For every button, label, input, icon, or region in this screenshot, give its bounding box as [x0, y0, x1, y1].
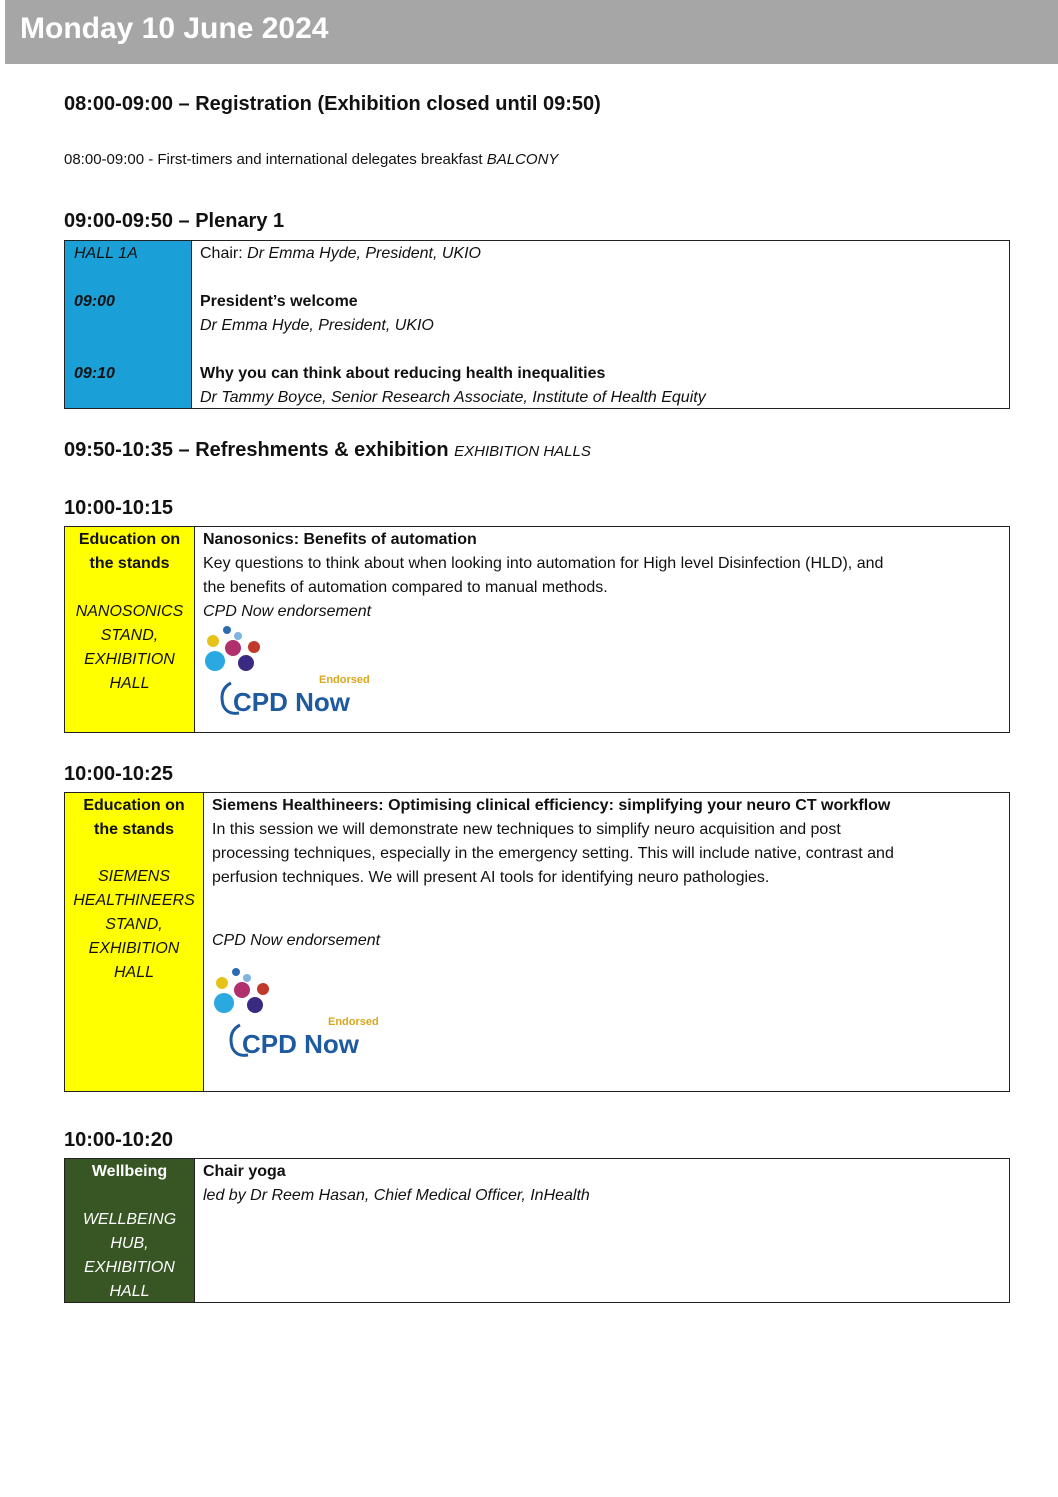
session-description-line: the benefits of automation compared to manual methods. — [203, 579, 608, 596]
plenary-item-speaker-2: Dr Tammy Boyce, Senior Research Associate, Institute of Health Equity — [200, 389, 706, 406]
session-location-line: STAND, — [100, 627, 159, 644]
page-title: Monday 10 June 2024 — [20, 12, 329, 45]
session-title: Siemens Healthineers: Optimising clinical efficiency: simplifying your neuro CT workflow — [212, 797, 891, 814]
cpd-now-logo — [201, 623, 370, 719]
session-location-line: HALL — [113, 964, 155, 981]
session-location-line: HALL — [109, 1283, 150, 1300]
plenary-chair — [200, 242, 481, 266]
session-endorsement: CPD Now endorsement — [212, 932, 381, 949]
session-left-cell — [65, 1159, 195, 1302]
session-location-line: SIEMENS — [97, 868, 170, 885]
chair-label: Chair: — [200, 245, 243, 262]
session-description-line: In this session we will demonstrate new techniques to simplify neuro acquisition and post — [212, 821, 841, 838]
session-table — [64, 1158, 1010, 1303]
session-location-line: EXHIBITION — [84, 651, 175, 668]
plenary-time-2: 09:10 — [74, 365, 115, 382]
session-location-line: HALL — [109, 675, 150, 692]
session-location-line: EXHIBITION — [88, 940, 180, 957]
chair-name: Dr Emma Hyde, President, UKIO — [247, 245, 481, 262]
breakfast-location: BALCONY — [486, 151, 559, 168]
session-description-line: perfusion techniques. We will present AI tools for identifying neuro pathologies. — [212, 869, 770, 886]
session-endorsement: CPD Now endorsement — [203, 603, 372, 620]
session-time: 10:00-10:20 — [64, 1129, 173, 1151]
cpd-name-text: CPD Now — [233, 687, 350, 717]
page-banner — [5, 0, 1058, 64]
session-location-line: HEALTHINEERS — [73, 892, 195, 909]
plenary-time-1: 09:00 — [74, 293, 115, 310]
plenary-heading: 09:00-09:50 – Plenary 1 — [64, 210, 285, 232]
session-right-cell — [204, 793, 1009, 1091]
plenary-item-title-1: President’s welcome — [200, 293, 358, 310]
session-type-line2: the stands — [93, 821, 174, 838]
plenary-item-speaker-1: Dr Emma Hyde, President, UKIO — [200, 317, 434, 334]
cpd-endorsed-text: Endorsed — [328, 1016, 379, 1028]
session-type-line1: Education on — [78, 531, 181, 548]
session-type-line2: the stands — [89, 555, 170, 572]
session-title: Nanosonics: Benefits of automation — [203, 531, 477, 548]
session-left-cell — [65, 793, 204, 1091]
session-location-line: EXHIBITION — [84, 1259, 175, 1276]
plenary-item-title-2: Why you can think about reducing health inequalities — [200, 365, 606, 382]
breakfast-line — [64, 151, 558, 168]
session-title: Chair yoga — [203, 1163, 286, 1180]
breakfast-text: 08:00-09:00 - First-timers and international delegates breakfast — [64, 151, 483, 168]
session-time: 10:00-10:15 — [64, 497, 173, 519]
session-type-line1: Education on — [83, 797, 185, 814]
plenary-right-cell — [192, 241, 1009, 408]
plenary-left-cell — [65, 241, 192, 408]
registration-heading: 08:00-09:00 – Registration (Exhibition closed until 09:50) — [64, 93, 601, 115]
session-table — [64, 526, 1010, 733]
refreshments-title: 09:50-10:35 – Refreshments & exhibition — [64, 439, 449, 461]
refreshments-location: EXHIBITION HALLS — [454, 443, 591, 460]
session-description-line: processing techniques, especially in the emergency setting. This will include native, contrast and — [212, 845, 894, 862]
cpd-name-text: CPD Now — [242, 1029, 359, 1059]
session-table — [64, 792, 1010, 1092]
session-type-line1: Wellbeing — [91, 1163, 168, 1180]
session-right-cell — [195, 1159, 1009, 1302]
session-location-line: NANOSONICS — [75, 603, 184, 620]
session-location-line: HUB, — [110, 1235, 149, 1252]
plenary-table — [64, 240, 1010, 409]
cpd-now-logo — [210, 965, 379, 1061]
session-description-line: Key questions to think about when looking into automation for High level Disinfection (HLD), and — [203, 555, 884, 572]
session-location-line: WELLBEING — [82, 1211, 177, 1228]
refreshments-heading — [64, 439, 591, 462]
session-left-cell — [65, 527, 195, 732]
session-right-cell — [195, 527, 1009, 732]
cpd-endorsed-text: Endorsed — [319, 674, 370, 686]
plenary-hall: HALL 1A — [74, 245, 138, 262]
session-time: 10:00-10:25 — [64, 763, 173, 785]
session-location-line: STAND, — [105, 916, 163, 933]
session-description: led by Dr Reem Hasan, Chief Medical Officer, InHealth — [203, 1187, 590, 1204]
